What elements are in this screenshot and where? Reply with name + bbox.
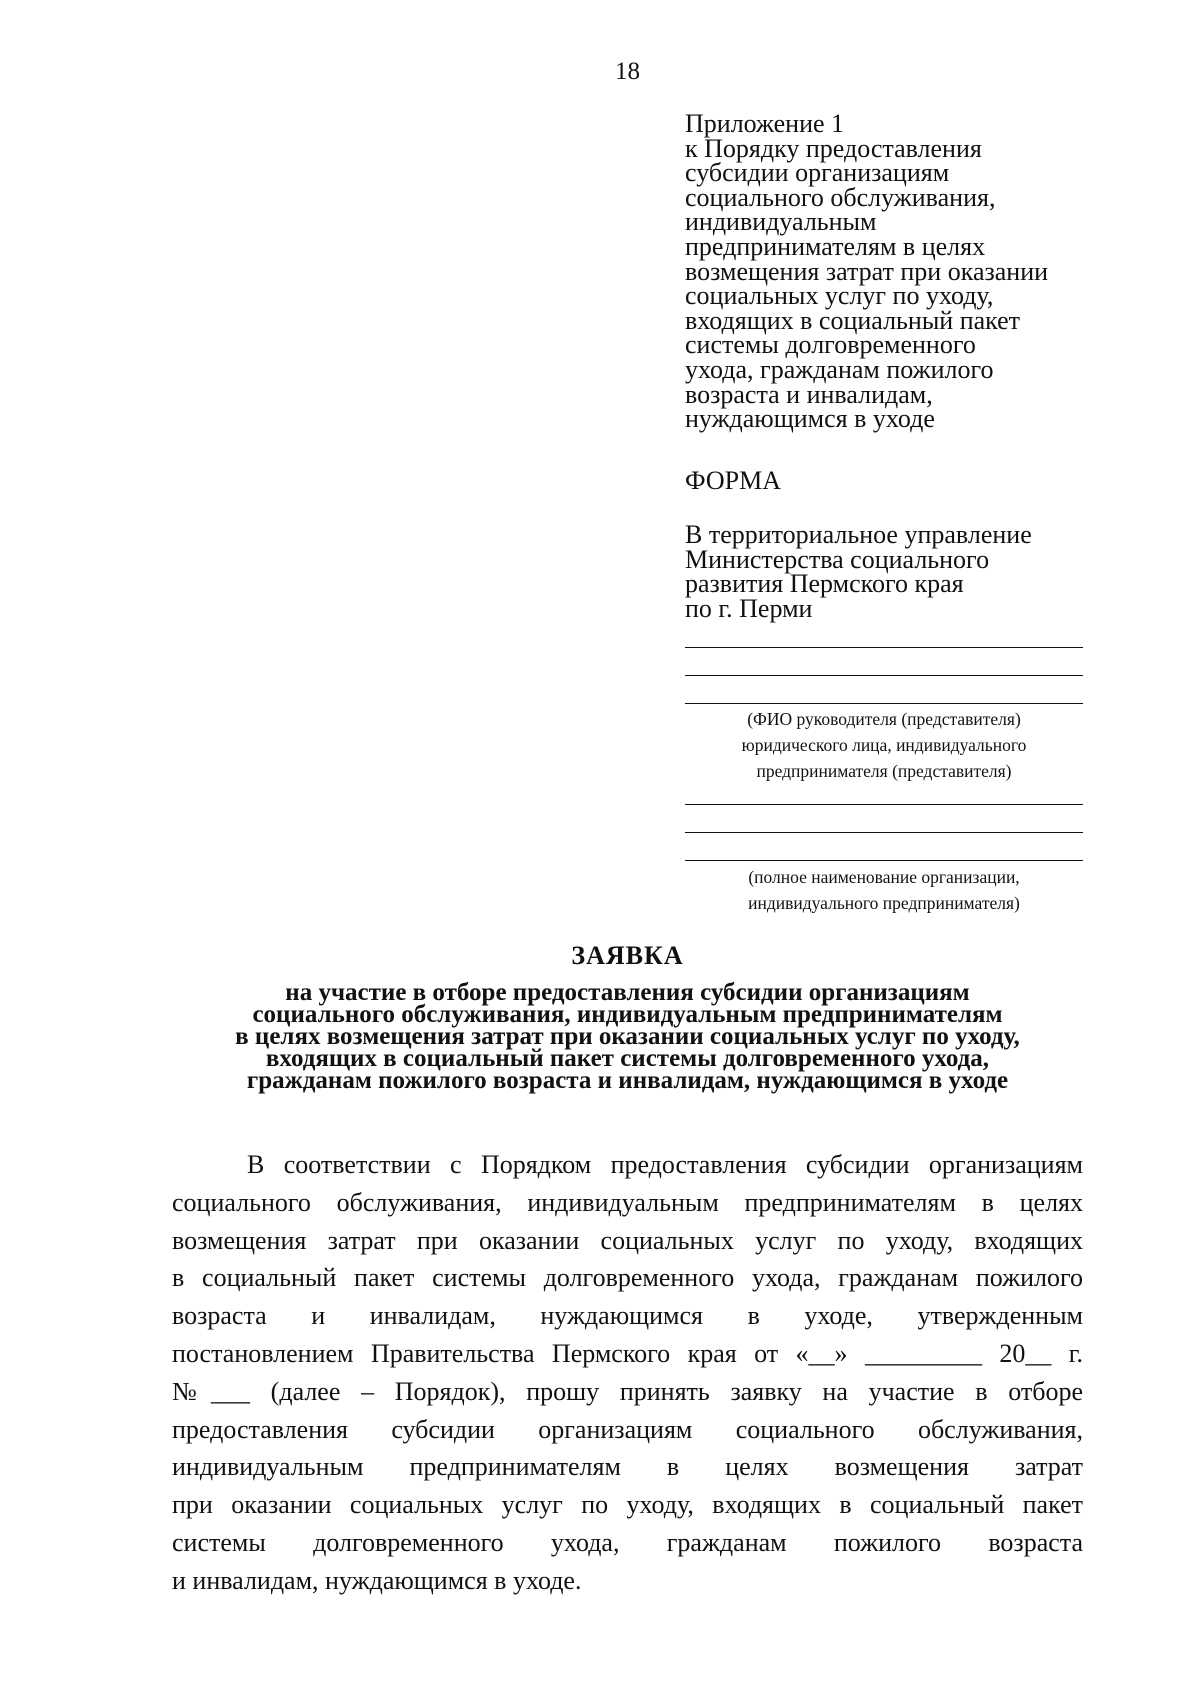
appendix-line: социальных услуг по уходу, <box>685 281 994 311</box>
document-subtitle <box>172 979 1083 1094</box>
subtitle-line: на участие в отборе предоставления субсидии организациям <box>285 979 970 1006</box>
subtitle-line: социального обслуживания, индивидуальным предпринимателям <box>252 1001 1003 1028</box>
fill-in-line[interactable] <box>685 860 1083 861</box>
caption-line: (ФИО руководителя (представителя) <box>747 709 1021 729</box>
org-name-caption <box>685 864 1083 916</box>
appendix-line: системы долговременного <box>685 330 976 360</box>
subtitle-line: гражданам пожилого возраста и инвалидам, нуждающимся в уходе <box>246 1067 1009 1094</box>
body-line: индивидуальным предпринимателям в целях возмещения затрат <box>172 1452 1083 1482</box>
form-label: ФОРМА <box>685 466 781 495</box>
fill-in-line[interactable] <box>685 804 1083 805</box>
addressee-line: Министерства социального <box>685 544 990 574</box>
body-line: В соответствии с Порядком предоставления субсидии организациям <box>247 1150 1083 1179</box>
body-line: в социальный пакет системы долговременного ухода, гражданам пожилого <box>172 1263 1083 1293</box>
body-paragraph <box>172 1146 1083 1600</box>
fill-in-line[interactable] <box>685 647 1083 648</box>
appendix-header <box>685 109 1105 434</box>
appendix-line: индивидуальным <box>685 207 877 237</box>
appendix-line: социального обслуживания, <box>685 182 996 212</box>
body-line: социального обслуживания, индивидуальным предпринимателям в целях <box>172 1187 1083 1217</box>
page-number: 18 <box>615 58 640 85</box>
fill-in-line[interactable] <box>685 703 1083 704</box>
addressee-block <box>685 520 1105 623</box>
caption-line: (полное наименование организации, <box>748 867 1020 887</box>
appendix-line: возмещения затрат при оказании <box>685 256 1049 286</box>
caption-line: индивидуального предпринимателя) <box>748 893 1020 913</box>
document-title: ЗАЯВКА <box>571 941 684 970</box>
caption-line: юридического лица, индивидуального <box>741 735 1027 755</box>
appendix-line: ухода, гражданам пожилого <box>685 354 994 384</box>
body-line: возраста и инвалидам, нуждающимся в уходе, утвержденным <box>172 1301 1083 1331</box>
subtitle-line: входящих в социальный пакет системы долговременного ухода, <box>265 1045 990 1072</box>
fill-in-line[interactable] <box>685 832 1083 833</box>
appendix-line: нуждающимся в уходе <box>685 404 935 434</box>
head-name-caption <box>685 706 1083 784</box>
body-line: при оказании социальных услуг по уходу, входящих в социальный пакет <box>172 1490 1083 1520</box>
appendix-line: Приложение 1 <box>685 109 845 138</box>
fill-in-line[interactable] <box>685 675 1083 676</box>
addressee-line: В территориальное управление <box>685 520 1032 549</box>
addressee-line: по г. Перми <box>685 593 813 623</box>
appendix-line: к Порядку предоставления <box>685 133 982 163</box>
appendix-line: возраста и инвалидам, <box>685 379 933 409</box>
appendix-line: субсидии организациям <box>685 158 950 188</box>
body-line: №___ (далее – Порядок), прошу принять заявку на участие в отборе <box>172 1376 1083 1406</box>
body-line: системы долговременного ухода, гражданам пожилого возраста <box>172 1527 1083 1557</box>
body-line: возмещения затрат при оказании социальных услуг по уходу, входящих <box>172 1225 1083 1255</box>
body-line: и инвалидам, нуждающимся в уходе. <box>172 1565 582 1595</box>
appendix-line: предпринимателям в целях <box>685 231 986 261</box>
appendix-line: входящих в социальный пакет <box>685 305 1021 335</box>
body-line: предоставления субсидии организациям социального обслуживания, <box>172 1414 1083 1444</box>
body-line: постановлением Правительства Пермского края от «__» _________ 20__ г. <box>172 1338 1083 1368</box>
caption-line: предпринимателя (представителя) <box>756 761 1012 781</box>
addressee-line: развития Пермского края <box>685 569 964 599</box>
subtitle-line: в целях возмещения затрат при оказании социальных услуг по уходу, <box>235 1023 1020 1050</box>
